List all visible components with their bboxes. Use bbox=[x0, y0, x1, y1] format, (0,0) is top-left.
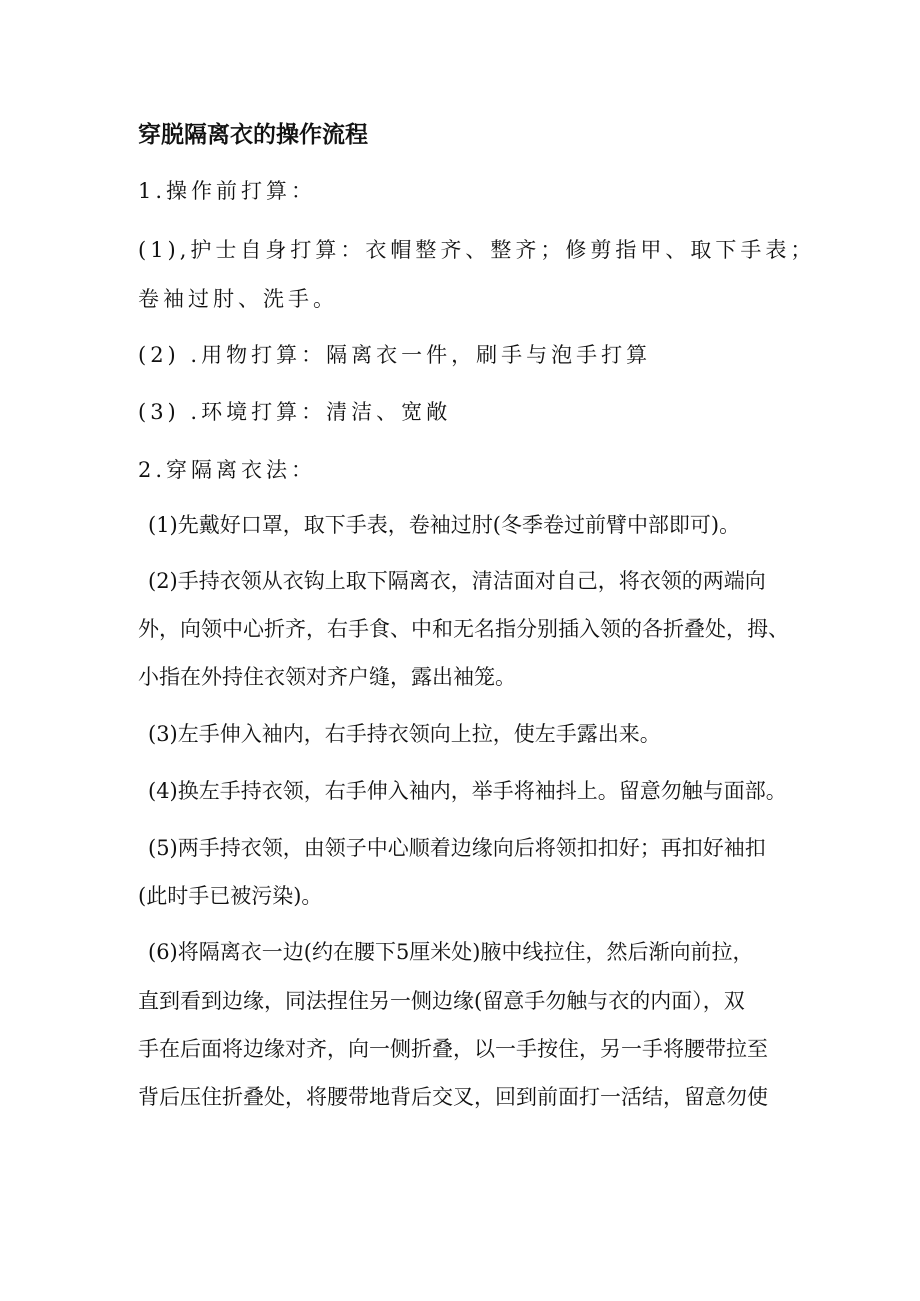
paragraph-line: (1)先戴好口罩，取下手表，卷袖过肘(冬季卷过前臂中部即可)。 bbox=[148, 513, 741, 537]
paragraph-line: 小指在外持住衣领对齐户缝，露出袖笼。 bbox=[138, 665, 516, 689]
paragraph-line: 外，向领中心折齐，右手食、中和无名指分别插入领的各折叠处，拇、 bbox=[138, 617, 789, 641]
paragraph-line: 背后压住折叠处，将腰带地背后交叉，回到前面打一活结，留意勿使 bbox=[138, 1085, 768, 1109]
paragraph-line: (5)两手持衣领，由领子中心顺着边缘向后将领扣扣好；再扣好袖扣 bbox=[148, 836, 766, 860]
paragraph-line: (2) .用物打算：隔离衣一件，刷手与泡手打算 bbox=[138, 343, 652, 367]
paragraph-line: (1),护士自身打算：衣帽整齐、整齐；修剪指甲、取下手表； bbox=[138, 238, 816, 262]
paragraph-line: (3)左手伸入袖内，右手持衣领向上拉，使左手露出来。 bbox=[148, 722, 661, 746]
section-heading-2: 2.穿隔离衣法： bbox=[138, 458, 317, 482]
paragraph-line: 手在后面将边缘对齐，向一侧折叠，以一手按住，另一手将腰带拉至 bbox=[138, 1037, 768, 1061]
section-heading-1: 1.操作前打算： bbox=[138, 179, 317, 203]
paragraph-line: (2)手持衣领从衣钩上取下隔离衣，清洁面对自己，将衣领的两端向 bbox=[148, 569, 766, 593]
document-title: 穿脱隔离衣的操作流程 bbox=[138, 122, 368, 148]
paragraph-line: 卷袖过肘、洗手。 bbox=[138, 287, 338, 311]
paragraph-line: (3) .环境打算：清洁、宽敞 bbox=[138, 400, 452, 424]
paragraph-line: (6)将隔离衣一边(约在腰下5厘米处)腋中线拉住，然后渐向前拉， bbox=[148, 940, 754, 964]
paragraph-line: (此时手已被污染)。 bbox=[138, 884, 323, 908]
paragraph-line: (4)换左手持衣领，右手伸入袖内，举手将袖抖上。留意勿触与面部。 bbox=[148, 779, 787, 803]
paragraph-line: 直到看到边缘，同法捏住另一侧边缘(留意手勿触与衣的内面），双 bbox=[138, 989, 745, 1013]
